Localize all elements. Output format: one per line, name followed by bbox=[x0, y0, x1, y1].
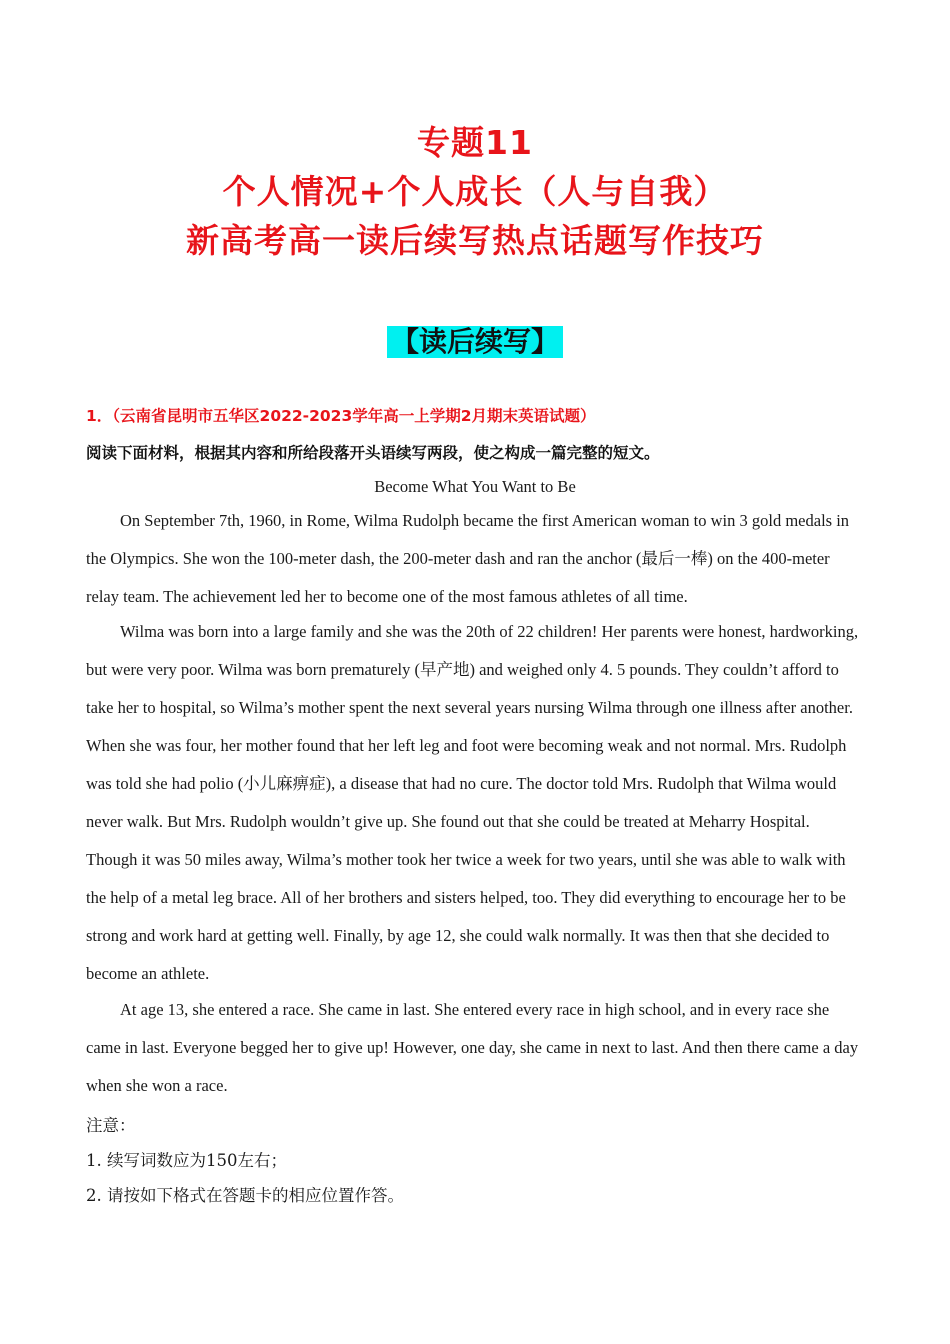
story-paragraph-2: Wilma was born into a large family and she was the 20th of 22 children! Her parents were honest, hardworking, but were very poor. Wilma was born prematurely (早产地) and weighed only 4. 5 pounds. They couldn’t afford to take her to hospital, so Wilma’s mother spent the next several years nursing Wilma through one illness after another. When she was four, her mother found that her left leg and foot were becoming weak and not normal. Mrs. Rudolph was told she had polio (小儿麻痹症), a disease that had no cure. The doctor told Mrs. Rudolph that Wilma would never walk. But Mrs. Rudolph wouldn’t give up. She found out that she could be treated at Meharry Hospital. Though it was 50 miles away, Wilma’s mother took her twice a week for two years, until she was able to walk with the help of a metal leg brace. All of her brothers and sisters helped, too. They did everything to encourage her to be strong and work hard at getting well. Finally, by age 12, she could walk normally. It was then that she decided to become an athlete. bbox=[86, 622, 859, 983]
title-line-topic-number: 专题11 bbox=[417, 123, 533, 162]
question-source: 1．（云南省昆明市五华区2022-2023学年高一上学期2月期末英语试题） bbox=[86, 407, 596, 425]
story-paragraph-3: At age 13, she entered a race. She came in last. She entered every race in high school, and in every race she came in last. Everyone begged her to give up! However, one day, she came in next to last. And then there came a day when she won a race. bbox=[86, 1000, 859, 1095]
notes-item-format: 2. 请按如下格式在答题卡的相应位置作答。 bbox=[86, 1186, 404, 1205]
section-heading: 【读后续写】 bbox=[387, 326, 563, 358]
document-title bbox=[0, 118, 950, 265]
title-line-subtitle: 新高考高一读后续写热点话题写作技巧 bbox=[186, 221, 764, 260]
notes-item-word-count: 1. 续写词数应为150左右； bbox=[86, 1151, 287, 1170]
section-heading-wrap bbox=[0, 326, 950, 358]
story-title: Become What You Want to Be bbox=[374, 477, 576, 496]
question-instruction: 阅读下面材料，根据其内容和所给段落开头语续写两段，使之构成一篇完整的短文。 bbox=[86, 444, 660, 462]
title-line-theme: 个人情况+个人成长（人与自我） bbox=[222, 172, 728, 211]
story-paragraph-1: On September 7th, 1960, in Rome, Wilma Rudolph became the first American woman to win 3 gold medals in the Olympics. She won the 100-meter dash, the 200-meter dash and ran the anchor (最后一棒) on the 400-meter relay team. The achievement led her to become one of the most famous athletes of all time. bbox=[86, 511, 850, 606]
notes-heading: 注意： bbox=[86, 1116, 136, 1135]
